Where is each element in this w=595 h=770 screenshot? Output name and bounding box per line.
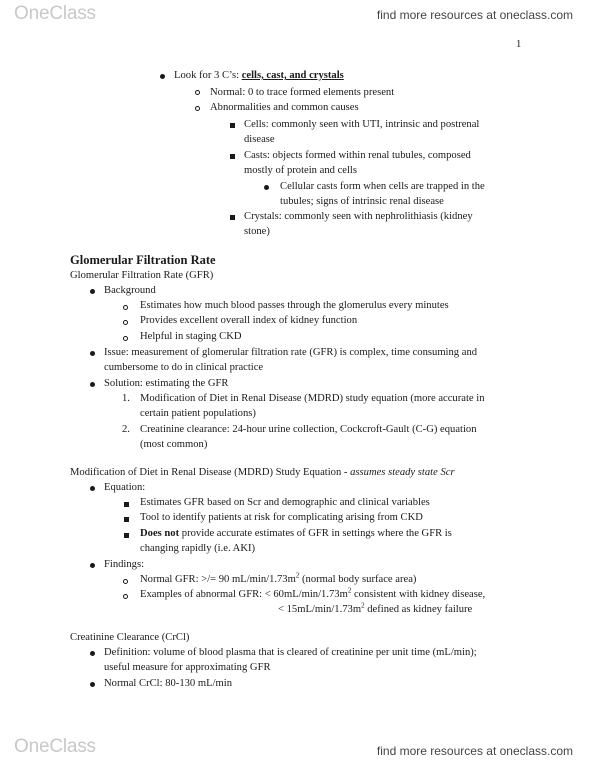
bullet-dot	[90, 563, 95, 568]
list-number: 1.	[122, 393, 130, 404]
three-cs-line: Look for 3 C’s: cells, cast, and crystals	[174, 70, 344, 81]
solution-item-crcl-2: (most common)	[140, 439, 208, 450]
bullet-dot	[90, 486, 95, 491]
list-number: 2.	[122, 424, 130, 435]
page-number: 1	[516, 39, 522, 50]
solution-item-mdrd: Modification of Diet in Renal Disease (MDRD) study equation (more accurate in	[140, 393, 485, 404]
equation-item: Does not provide accurate estimates of GFR in settings where the GFR is	[140, 528, 452, 539]
background-item: Helpful in staging CKD	[140, 331, 242, 342]
bullet-dot	[160, 74, 165, 79]
solution-item-crcl: Creatinine clearance: 24-hour urine collection, Cockcroft-Gault (C-G) equation	[140, 424, 477, 435]
solution-item-mdrd-2: certain patient populations)	[140, 408, 256, 419]
bullet-square	[230, 154, 235, 159]
background-item: Provides excellent overall index of kidney function	[140, 315, 358, 326]
oneclass-logo-footer: OneClass	[14, 736, 96, 757]
header-resources-link[interactable]: find more resources at oneclass.com	[376, 8, 573, 22]
equation-item: Estimates GFR based on Scr and demographic and clinical variables	[140, 497, 430, 508]
mdrd-title: Modification of Diet in Renal Disease (MDRD) Study Equation - assumes steady state Scr	[70, 467, 455, 478]
footer-resources-link[interactable]: find more resources at oneclass.com	[376, 744, 573, 758]
background-item: Estimates how much blood passes through the glomerulus every minutes	[140, 300, 449, 311]
bullet-dot	[90, 382, 95, 387]
equation-item: Tool to identify patients at risk for complicating arising from CKD	[140, 512, 423, 523]
casts-line-2: mostly of protein and cells	[244, 165, 357, 176]
oneclass-logo: OneClass	[14, 3, 96, 24]
bullet-dot	[264, 185, 269, 190]
issue-line-2: cumbersome to do in clinical practice	[104, 362, 264, 373]
solution-line: Solution: estimating the GFR	[104, 378, 229, 389]
findings-label: Findings:	[104, 559, 145, 570]
issue-line: Issue: measurement of glomerular filtration rate (GFR) is complex, time consuming and	[104, 347, 478, 358]
normal-line: Normal: 0 to trace formed elements present	[210, 87, 395, 98]
gfr-heading: Glomerular Filtration Rate	[70, 253, 216, 267]
finding-abnormal: Examples of abnormal GFR: < $60mL/\min/1.73m^2$ consistent with kidney disease,	[140, 586, 486, 600]
bullet-circle	[195, 106, 200, 111]
crcl-title: Creatinine Clearance (CrCl)	[70, 632, 190, 643]
abnormal-line: Abnormalities and common causes	[210, 102, 359, 113]
definition-line-2: useful measure for approximating GFR	[104, 662, 271, 673]
bullet-dot	[90, 651, 95, 656]
normal-crcl-line: Normal CrCl: 80-130 mL/min	[104, 678, 232, 689]
bullet-dot	[90, 351, 95, 356]
bullet-square	[124, 502, 129, 507]
finding-failure: < $15mL/\min/1.73m^2$ defined as kidney failure	[278, 601, 473, 615]
definition-line: Definition: volume of blood plasma that is cleared of creatinine per unit time (mL/min);	[104, 647, 477, 658]
crystals-line-2: stone)	[244, 226, 270, 237]
equation-item-2: changing rapidly (i.e. AKI)	[140, 543, 256, 554]
cells-line: Cells: commonly seen with UTI, intrinsic and postrenal	[244, 119, 480, 130]
crystals-line: Crystals: commonly seen with nephrolithiasis (kidney	[244, 211, 473, 222]
bullet-dot	[90, 682, 95, 687]
bullet-circle	[123, 320, 128, 325]
background-label: Background	[104, 285, 156, 296]
bullet-square	[124, 517, 129, 522]
bullet-circle	[123, 336, 128, 341]
gfr-subheading: Glomerular Filtration Rate (GFR)	[70, 270, 214, 281]
bullet-circle	[195, 90, 200, 95]
cellular-casts-line-2: tubules; signs of intrinsic renal disease	[280, 196, 444, 207]
casts-line: Casts: objects formed within renal tubules, composed	[244, 150, 471, 161]
bullet-circle	[123, 305, 128, 310]
cellular-casts-line: Cellular casts form when cells are trapped in the	[280, 181, 485, 192]
bullet-square	[230, 123, 235, 128]
bullet-square	[230, 215, 235, 220]
bullet-square	[124, 533, 129, 538]
bullet-circle	[123, 594, 128, 599]
equation-label: Equation:	[104, 482, 146, 493]
finding-normal: Normal GFR: >/= 90 $mL/\min/1.73m^2$ (normal body surface area)	[140, 571, 417, 585]
bullet-dot	[90, 289, 95, 294]
cells-line-2: disease	[244, 134, 275, 145]
bullet-circle	[123, 579, 128, 584]
